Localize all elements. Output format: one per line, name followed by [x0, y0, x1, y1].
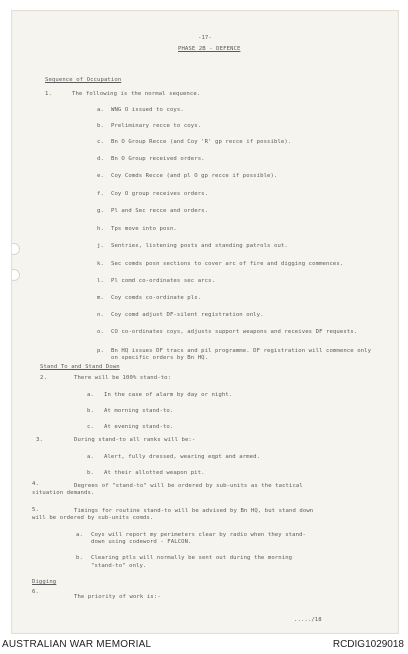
para-text: situation demands. [32, 490, 95, 496]
item-letter: e. [97, 173, 104, 179]
item-text: At their allotted weapon pit. [104, 470, 205, 476]
item-letter: j. [97, 243, 104, 249]
punch-hole [11, 243, 20, 255]
item-letter: f. [97, 191, 104, 197]
para-number: 1. [45, 91, 52, 97]
para-text: Degrees of "stand-to" will be ordered by sub-units as the tactical [74, 483, 303, 489]
para-text: will be ordered by sub-units comds. [32, 515, 154, 521]
item-text: Clearing ptls will normally be sent out during the morning [91, 555, 293, 561]
item-letter: h. [97, 226, 104, 232]
para-text: Timings for routine stand-to will be advised by Bn HQ, but stand down [74, 508, 314, 514]
item-text: Preliminary recce to coys. [111, 123, 202, 129]
item-letter: a. [97, 107, 104, 113]
item-text: CO co-ordinates coys, adjusts support weapons and receives DF requests. [111, 329, 358, 335]
heading-digging: Digging [32, 579, 57, 585]
punch-hole [11, 269, 20, 281]
item-letter: b. [76, 555, 83, 561]
para-text: There will be 100% stand-to: [74, 375, 172, 381]
item-letter: g. [97, 208, 104, 214]
page-number: -17- [198, 35, 212, 41]
item-letter: b. [87, 470, 94, 476]
archive-reference: RCDIG1029018 [332, 639, 404, 650]
item-text: Bn HQ issues DF tracs and pil programme. DF registration will commence only on specific orders by Bn HQ. [111, 348, 372, 361]
item-letter: o. [97, 329, 104, 335]
para-number: 3. [36, 437, 43, 443]
para-number: 6. [32, 589, 39, 595]
item-letter: l. [97, 278, 104, 284]
para-text: The priority of work is:- [74, 594, 161, 600]
item-text: In the case of alarm by day or night. [104, 392, 233, 398]
item-letter: a. [87, 392, 94, 398]
heading-sequence: Sequence of Occupation [45, 77, 122, 83]
item-text: down using codeword - FALCON. [91, 539, 192, 545]
item-letter: c. [87, 424, 94, 430]
section-title: PHASE 2B - DEFENCE [178, 46, 241, 52]
item-letter: a. [76, 532, 83, 538]
item-text: Coy O group receives orders. [111, 191, 209, 197]
item-text: Bn O Group Recce (and Coy 'R' gp recce if possible). [111, 139, 292, 145]
item-text: Tps move into posn. [111, 226, 177, 232]
item-letter: a. [87, 454, 94, 460]
item-text: Coy comds co-ordinate pls. [111, 295, 202, 301]
item-letter: p. [97, 348, 104, 354]
item-letter: k. [97, 261, 104, 267]
item-text: Coys will report my perimeters clear by radio when they stand- [91, 532, 306, 538]
item-letter: d. [97, 156, 104, 162]
item-letter: b. [97, 123, 104, 129]
item-text: Pl and Sec recce and orders. [111, 208, 209, 214]
item-text: At morning stand-to. [104, 408, 174, 414]
document-page [11, 10, 399, 634]
item-text: Sentries, listening posts and standing patrols out. [111, 243, 288, 249]
continuation-mark: ...../18 [294, 617, 322, 623]
item-text: Coy Comds Recce (and pl O gp recce if possible). [111, 173, 278, 179]
para-text: During stand-to all ranks will be:- [74, 437, 196, 443]
item-text: WNG O issued to coys. [111, 107, 184, 113]
item-text: "stand-to" only. [91, 563, 147, 569]
item-letter: n. [97, 312, 104, 318]
para-text: The following is the normal sequence. [72, 91, 201, 97]
item-text: Bn O Group received orders. [111, 156, 205, 162]
item-text: At evening stand-to. [104, 424, 174, 430]
heading-stand-to: Stand To and Stand Down [40, 364, 120, 370]
item-text: Alert, fully dressed, wearing eqpt and armed. [104, 454, 261, 460]
para-number: 2. [40, 375, 47, 381]
item-text: Sec comds posn sections to cover arc of fire and digging commences. [111, 261, 344, 267]
para-number: 4. [32, 481, 39, 487]
item-letter: b. [87, 408, 94, 414]
archive-name: AUSTRALIAN WAR MEMORIAL [2, 639, 152, 650]
para-number: 5. [32, 507, 39, 513]
archive-footer [0, 636, 408, 654]
item-letter: m. [97, 295, 104, 301]
item-text: Pl comd co-ordinates sec arcs. [111, 278, 216, 284]
item-text: Coy comd adjust DF-silent registration only. [111, 312, 264, 318]
item-letter: c. [97, 139, 104, 145]
